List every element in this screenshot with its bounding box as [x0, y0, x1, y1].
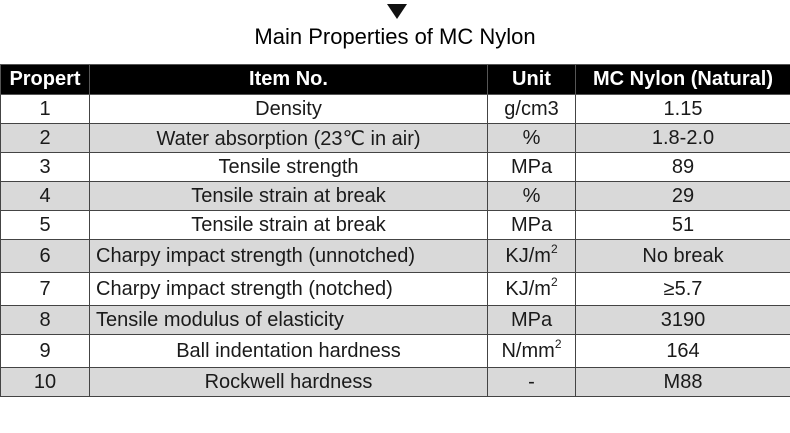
page-title: Main Properties of MC Nylon	[254, 24, 536, 49]
unit-text: -	[528, 370, 535, 393]
row-number: 3	[1, 153, 90, 182]
row-number: 9	[1, 335, 90, 368]
table-header-row	[1, 65, 790, 95]
table-row	[1, 273, 790, 306]
unit-text: %	[522, 184, 541, 207]
row-number: 2	[1, 124, 90, 153]
value-cell: 1.15	[576, 95, 790, 124]
table-row	[1, 335, 790, 368]
unit-text: KJ/m	[505, 244, 551, 267]
unit-cell	[488, 335, 576, 368]
value-cell: 89	[576, 153, 790, 182]
value-cell: 3190	[576, 306, 790, 335]
table-row	[1, 95, 790, 124]
header-item-no: Item No.	[90, 65, 488, 95]
unit-text: g/cm3	[504, 97, 559, 120]
table-row	[1, 368, 790, 397]
unit-text: MPa	[510, 213, 553, 236]
table-row	[1, 211, 790, 240]
row-number: 8	[1, 306, 90, 335]
item-name: Charpy impact strength (notched)	[90, 273, 488, 306]
unit-text: %	[522, 126, 541, 149]
item-name: Tensile strain at break	[90, 182, 488, 211]
unit-cell	[488, 306, 576, 335]
row-number: 6	[1, 240, 90, 273]
item-name: Tensile strength	[90, 153, 488, 182]
unit-cell	[488, 95, 576, 124]
item-name: Charpy impact strength (unnotched)	[90, 240, 488, 273]
unit-text: MPa	[510, 155, 553, 178]
unit-superscript: 2	[550, 274, 558, 289]
header-property: Propert	[1, 65, 90, 95]
unit-text: N/mm	[501, 339, 555, 362]
value-cell: No break	[576, 240, 790, 273]
item-name: Density	[90, 95, 488, 124]
value-cell: ≥5.7	[576, 273, 790, 306]
row-number: 4	[1, 182, 90, 211]
table-row	[1, 182, 790, 211]
row-number: 5	[1, 211, 90, 240]
header-unit: Unit	[488, 65, 576, 95]
value-cell: M88	[576, 368, 790, 397]
table-row	[1, 240, 790, 273]
item-name: Tensile modulus of elasticity	[90, 306, 488, 335]
item-name: Ball indentation hardness	[90, 335, 488, 368]
table-row	[1, 153, 790, 182]
unit-text: KJ/m	[505, 277, 551, 300]
unit-cell	[488, 240, 576, 273]
value-cell: 51	[576, 211, 790, 240]
header-value: MC Nylon (Natural)	[576, 65, 790, 95]
item-name: Water absorption (23℃ in air)	[90, 124, 488, 153]
value-cell: 29	[576, 182, 790, 211]
unit-cell	[488, 124, 576, 153]
unit-text: MPa	[510, 308, 553, 331]
down-arrow-icon	[387, 4, 407, 19]
item-name: Rockwell hardness	[90, 368, 488, 397]
row-number: 10	[1, 368, 90, 397]
properties-table	[0, 64, 790, 397]
table-row	[1, 124, 790, 153]
table-row	[1, 306, 790, 335]
item-name: Tensile strain at break	[90, 211, 488, 240]
value-cell: 1.8-2.0	[576, 124, 790, 153]
unit-cell	[488, 182, 576, 211]
value-cell: 164	[576, 335, 790, 368]
row-number: 1	[1, 95, 90, 124]
unit-cell	[488, 153, 576, 182]
unit-cell	[488, 211, 576, 240]
unit-cell	[488, 368, 576, 397]
row-number: 7	[1, 273, 90, 306]
unit-superscript: 2	[550, 241, 558, 256]
unit-superscript: 2	[554, 336, 562, 351]
unit-cell	[488, 273, 576, 306]
